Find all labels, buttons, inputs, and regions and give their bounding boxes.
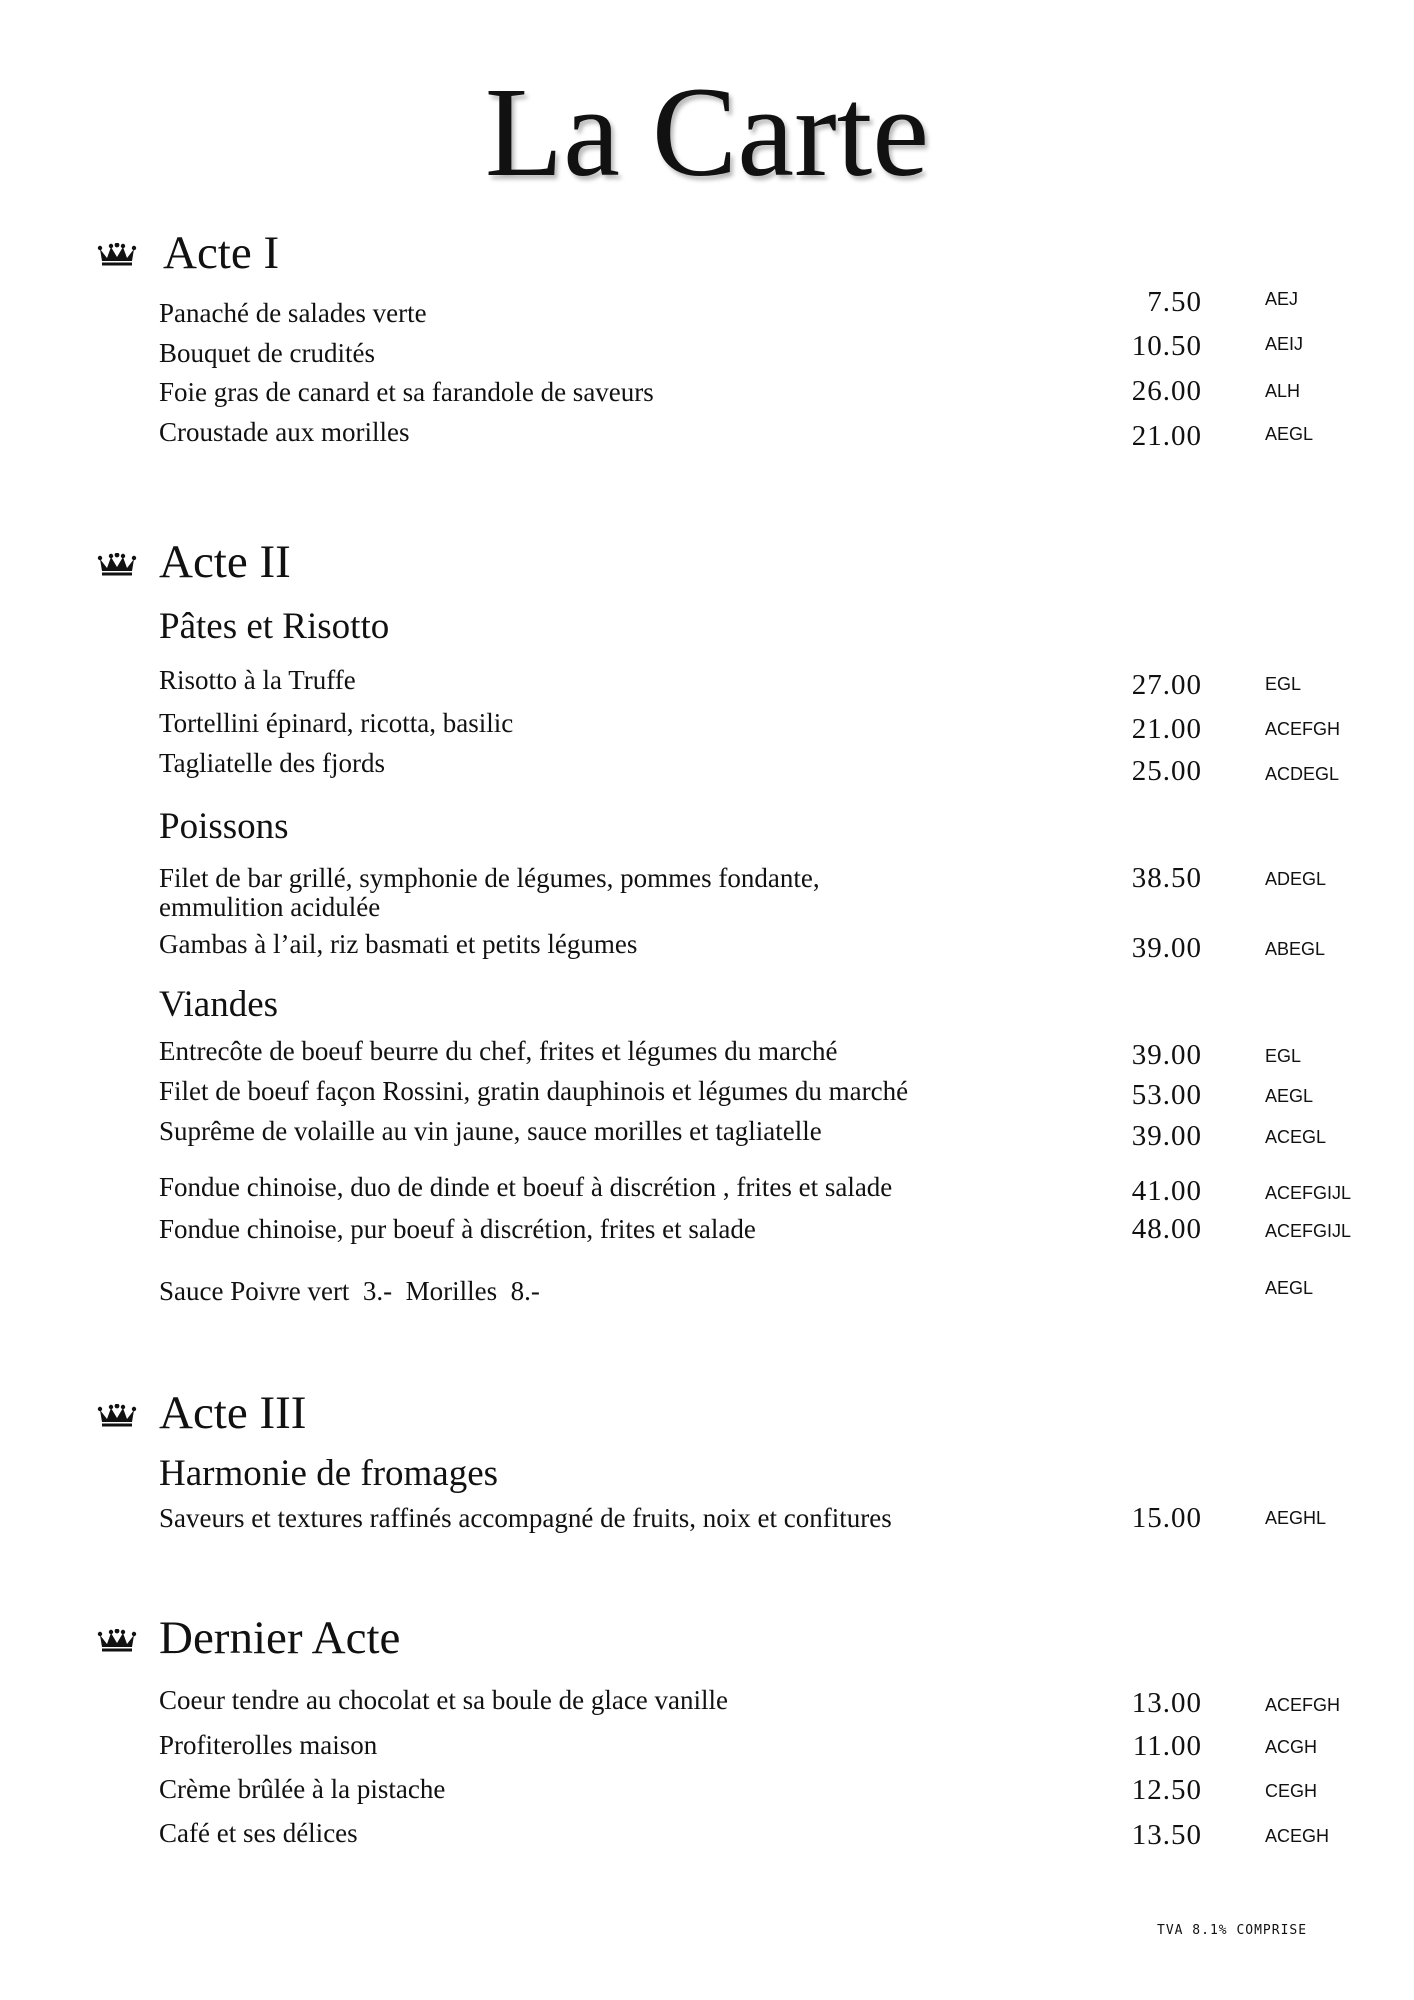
menu-item-name: Gambas à l’ail, riz basmati et petits légumes — [159, 929, 638, 959]
crown-icon — [97, 1404, 137, 1428]
crown-icon — [97, 243, 137, 267]
menu-item-name: Bouquet de crudités — [159, 338, 375, 368]
crown-icon — [97, 1629, 137, 1653]
menu-item-price: 11.00 — [1132, 1730, 1202, 1762]
menu-item-allergens: ADEGL — [1265, 869, 1327, 889]
menu-item-price: 27.00 — [1131, 669, 1202, 701]
menu-item-allergens: EGL — [1265, 1046, 1302, 1066]
menu-item-name: Panaché de salades verte — [159, 298, 427, 328]
menu-item-price: 13.50 — [1131, 1819, 1202, 1851]
group-title-fromages: Harmonie de fromages — [159, 1453, 499, 1494]
menu-item-allergens: EGL — [1265, 674, 1302, 694]
menu-item-price: 10.50 — [1131, 330, 1202, 362]
menu-item-name: Fondue chinoise, duo de dinde et boeuf à discrétion , frites et salade — [159, 1172, 893, 1202]
menu-item-name: Croustade aux morilles — [159, 417, 410, 447]
menu-item-name: Filet de bar grillé, symphonie de légumes, pommes fondante, — [159, 863, 820, 893]
menu-item-allergens: ALH — [1265, 381, 1301, 401]
section-heading-acte-3: Acte III — [159, 1387, 307, 1439]
menu-item-price: 39.00 — [1131, 932, 1202, 964]
menu-item-price: 7.50 — [1147, 286, 1202, 318]
menu-item-allergens: ACEFGIJL — [1265, 1221, 1352, 1241]
menu-item-name-continued: emmulition acidulée — [159, 892, 381, 922]
menu-item-price: 12.50 — [1131, 1774, 1202, 1806]
menu-item-allergens: AEJ — [1265, 289, 1299, 309]
menu-item-name: Tortellini épinard, ricotta, basilic — [159, 708, 514, 738]
menu-item-price: 38.50 — [1131, 862, 1202, 894]
menu-item-allergens: ACEGH — [1265, 1826, 1330, 1846]
menu-item-allergens: AEGL — [1265, 1086, 1314, 1106]
menu-item-allergens: AEGHL — [1265, 1508, 1327, 1528]
menu-item-allergens: ACGH — [1265, 1737, 1318, 1757]
menu-item-name: Tagliatelle des fjords — [159, 748, 386, 778]
menu-item-price: 26.00 — [1131, 375, 1202, 407]
menu-item-name: Suprême de volaille au vin jaune, sauce morilles et tagliatelle — [159, 1116, 822, 1146]
menu-item-price: 21.00 — [1131, 420, 1202, 452]
page-title: La Carte — [484, 61, 930, 203]
group-title-pates: Pâtes et Risotto — [159, 606, 390, 647]
sauce-allergens: AEGL — [1265, 1278, 1314, 1298]
menu-item-name: Café et ses délices — [159, 1818, 358, 1848]
menu-item-allergens: AEIJ — [1265, 334, 1304, 354]
section-heading-dernier-acte: Dernier Acte — [159, 1612, 401, 1664]
sauce-options: Sauce Poivre vert 3.- Morilles 8.- — [159, 1276, 540, 1306]
menu-item-price: 25.00 — [1131, 755, 1202, 787]
menu-item-price: 53.00 — [1131, 1079, 1202, 1111]
group-title-viandes: Viandes — [159, 984, 279, 1025]
menu-item-price: 41.00 — [1131, 1175, 1202, 1207]
menu-item-allergens: ACEFGH — [1265, 1695, 1341, 1715]
menu-item-allergens: AEGL — [1265, 424, 1314, 444]
menu-item-allergens: ACEFGIJL — [1265, 1183, 1352, 1203]
menu-item-name: Saveurs et textures raffinés accompagné de fruits, noix et confitures — [159, 1503, 892, 1533]
menu-item-name: Coeur tendre au chocolat et sa boule de glace vanille — [159, 1685, 729, 1715]
menu-item-name: Entrecôte de boeuf beurre du chef, frites et légumes du marché — [159, 1036, 838, 1066]
menu-item-name: Profiterolles maison — [159, 1730, 378, 1760]
tva-note: TVA 8.1% COMPRISE — [1157, 1923, 1308, 1938]
menu-item-allergens: ACEGL — [1265, 1127, 1327, 1147]
menu-item-allergens: CEGH — [1265, 1781, 1318, 1801]
menu-item-price: 39.00 — [1131, 1039, 1202, 1071]
menu-item-price: 48.00 — [1131, 1213, 1202, 1245]
menu-item-name: Filet de boeuf façon Rossini, gratin dauphinois et légumes du marché — [159, 1076, 909, 1106]
section-heading-acte-2: Acte II — [159, 536, 291, 588]
menu-item-allergens: ACEFGH — [1265, 719, 1341, 739]
menu-item-price: 39.00 — [1131, 1120, 1202, 1152]
menu-item-allergens: ABEGL — [1265, 939, 1326, 959]
menu-item-price: 15.00 — [1131, 1502, 1202, 1534]
menu-item-name: Fondue chinoise, pur boeuf à discrétion, frites et salade — [159, 1214, 756, 1244]
menu-item-price: 21.00 — [1131, 713, 1202, 745]
crown-icon — [97, 553, 137, 577]
menu-item-name: Foie gras de canard et sa farandole de saveurs — [159, 377, 654, 407]
section-heading-acte-1: Acte I — [163, 227, 280, 279]
menu-item-name: Crème brûlée à la pistache — [159, 1774, 446, 1804]
menu-item-name: Risotto à la Truffe — [159, 665, 356, 695]
menu-item-allergens: ACDEGL — [1265, 764, 1340, 784]
menu-item-price: 13.00 — [1131, 1687, 1202, 1719]
group-title-poissons: Poissons — [159, 806, 289, 847]
